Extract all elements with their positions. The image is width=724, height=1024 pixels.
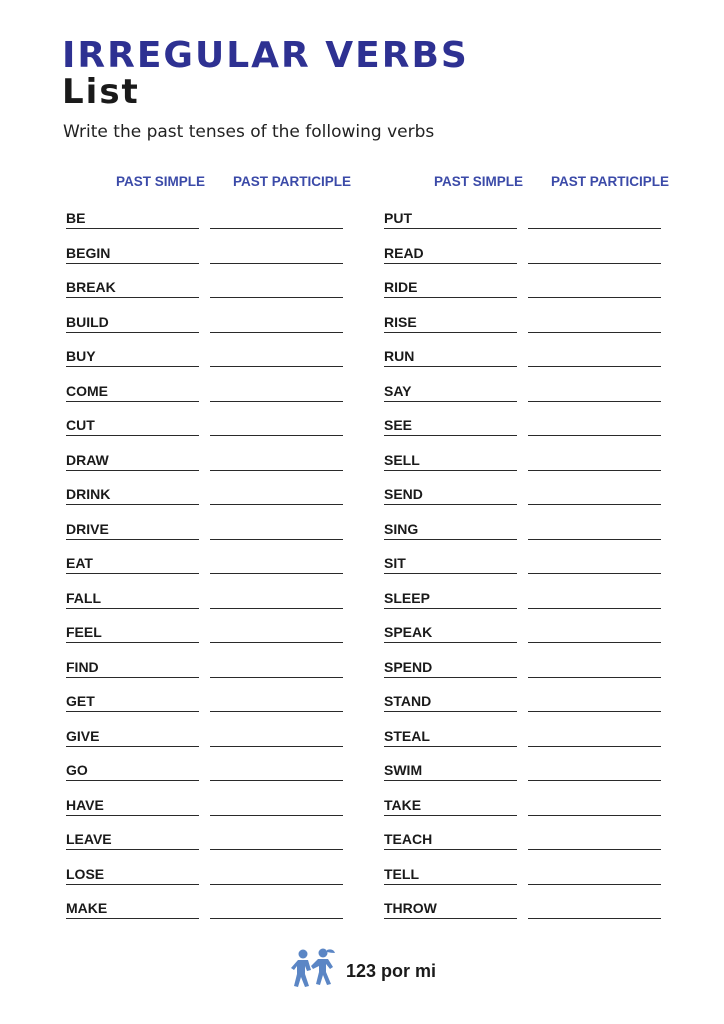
past-simple-answer-line[interactable]: [384, 884, 517, 885]
past-participle-answer-line[interactable]: [528, 884, 661, 885]
past-simple-answer-line[interactable]: [384, 815, 517, 816]
verb-row: [66, 549, 362, 584]
base-verb: BREAK: [66, 279, 116, 295]
past-simple-answer-line[interactable]: [384, 297, 517, 298]
verb-row: [384, 204, 680, 239]
past-simple-answer-line[interactable]: [66, 780, 199, 781]
verb-row: [384, 756, 680, 791]
past-participle-answer-line[interactable]: [210, 677, 343, 678]
past-participle-answer-line[interactable]: [210, 918, 343, 919]
base-verb: SLEEP: [384, 589, 430, 606]
verb-row: [384, 515, 680, 550]
past-simple-answer-line[interactable]: [66, 401, 199, 402]
past-simple-answer-line[interactable]: [384, 401, 517, 402]
past-simple-answer-line[interactable]: [66, 711, 199, 712]
past-simple-answer-line[interactable]: [384, 711, 517, 712]
past-participle-answer-line[interactable]: [528, 677, 661, 678]
past-participle-answer-line[interactable]: [210, 297, 343, 298]
past-simple-answer-line[interactable]: [384, 263, 517, 264]
past-simple-answer-line[interactable]: [66, 642, 199, 643]
past-participle-answer-line[interactable]: [210, 435, 343, 436]
verb-row: [66, 618, 362, 653]
base-verb: DRIVE: [66, 520, 109, 537]
past-participle-answer-line[interactable]: [528, 263, 661, 264]
past-simple-answer-line[interactable]: [66, 263, 199, 264]
verb-row: [66, 480, 362, 515]
column-header: [66, 174, 362, 192]
past-simple-answer-line[interactable]: [384, 504, 517, 505]
verb-row: [66, 860, 362, 895]
kids-playing-icon: [290, 948, 338, 995]
verb-row: [66, 239, 362, 274]
past-participle-answer-line[interactable]: [210, 401, 343, 402]
base-verb: LEAVE: [66, 831, 112, 847]
past-simple-answer-line[interactable]: [384, 539, 517, 540]
past-participle-answer-line[interactable]: [528, 746, 661, 747]
past-participle-answer-line[interactable]: [528, 608, 661, 609]
base-verb: THROW: [384, 900, 437, 916]
past-participle-answer-line[interactable]: [528, 815, 661, 816]
verb-row: [66, 515, 362, 550]
past-simple-answer-line[interactable]: [384, 228, 517, 229]
verb-row: [66, 411, 362, 446]
base-verb: DRAW: [66, 451, 109, 468]
verb-row: [66, 756, 362, 791]
base-verb: COME: [66, 382, 108, 399]
verb-row: [66, 377, 362, 412]
past-simple-answer-line[interactable]: [384, 573, 517, 574]
base-verb: BUILD: [66, 313, 109, 330]
past-participle-answer-line[interactable]: [528, 366, 661, 367]
past-participle-answer-line[interactable]: [528, 711, 661, 712]
base-verb: SING: [384, 520, 419, 537]
past-simple-answer-line[interactable]: [384, 366, 517, 367]
past-participle-answer-line[interactable]: [210, 228, 343, 229]
base-verb: FIND: [66, 658, 99, 675]
base-verb: SEND: [384, 486, 423, 502]
verb-row: [66, 584, 362, 619]
verb-row: [384, 308, 680, 343]
verb-column-left: [66, 174, 362, 916]
verb-row: [384, 480, 680, 515]
past-participle-answer-line[interactable]: [210, 504, 343, 505]
past-participle-answer-line[interactable]: [210, 366, 343, 367]
verb-row: [384, 825, 680, 860]
base-verb: RUN: [384, 348, 415, 364]
past-participle-answer-line[interactable]: [528, 504, 661, 505]
verb-column-right: [384, 174, 680, 916]
past-participle-answer-line[interactable]: [528, 539, 661, 540]
base-verb: GIVE: [66, 727, 100, 744]
verb-row: [66, 273, 362, 308]
base-verb: SWIM: [384, 762, 423, 778]
verb-row: [66, 342, 362, 377]
base-verb: STAND: [384, 693, 432, 709]
verb-row: [384, 549, 680, 584]
past-participle-answer-line[interactable]: [528, 435, 661, 436]
past-participle-answer-line[interactable]: [528, 780, 661, 781]
base-verb: READ: [384, 244, 424, 261]
base-verb: BUY: [66, 348, 96, 364]
past-participle-answer-line[interactable]: [210, 539, 343, 540]
base-verb: MAKE: [66, 900, 108, 916]
past-participle-answer-line[interactable]: [210, 849, 343, 850]
past-participle-answer-line[interactable]: [210, 470, 343, 471]
column-header: [384, 174, 680, 192]
past-participle-answer-line[interactable]: [528, 332, 661, 333]
past-participle-answer-line[interactable]: [528, 297, 661, 298]
verb-row: [66, 894, 362, 929]
verb-row: [384, 791, 680, 826]
verb-row: [66, 791, 362, 826]
base-verb: HAVE: [66, 796, 104, 813]
past-participle-answer-line[interactable]: [210, 332, 343, 333]
base-verb: PUT: [384, 210, 412, 226]
past-simple-answer-line[interactable]: [66, 884, 199, 885]
verb-row: [384, 446, 680, 481]
past-simple-answer-line[interactable]: [66, 849, 199, 850]
verb-row: [66, 653, 362, 688]
past-simple-header: PAST SIMPLE: [434, 174, 524, 189]
past-simple-answer-line[interactable]: [66, 815, 199, 816]
verb-row: [66, 308, 362, 343]
past-simple-answer-line[interactable]: [66, 608, 199, 609]
past-simple-answer-line[interactable]: [384, 780, 517, 781]
base-verb: SAY: [384, 382, 412, 399]
verb-row: [384, 894, 680, 929]
past-participle-answer-line[interactable]: [210, 608, 343, 609]
verb-row: [384, 860, 680, 895]
past-simple-answer-line[interactable]: [384, 435, 517, 436]
past-participle-answer-line[interactable]: [528, 849, 661, 850]
verb-row: [384, 411, 680, 446]
past-participle-answer-line[interactable]: [210, 263, 343, 264]
past-simple-answer-line[interactable]: [66, 504, 199, 505]
past-participle-answer-line[interactable]: [210, 711, 343, 712]
past-simple-header: PAST SIMPLE: [116, 174, 206, 189]
base-verb: SPEAK: [384, 624, 433, 640]
base-verb: EAT: [66, 555, 93, 571]
base-verb: RIDE: [384, 279, 418, 295]
past-simple-answer-line[interactable]: [384, 332, 517, 333]
verb-row: [384, 273, 680, 308]
verb-row: [66, 722, 362, 757]
past-simple-answer-line[interactable]: [66, 228, 199, 229]
past-participle-answer-line[interactable]: [528, 918, 661, 919]
base-verb: TELL: [384, 865, 419, 882]
past-participle-answer-line[interactable]: [528, 228, 661, 229]
past-simple-answer-line[interactable]: [66, 918, 199, 919]
verb-row: [384, 653, 680, 688]
base-verb: DRINK: [66, 486, 111, 502]
past-participle-answer-line[interactable]: [210, 815, 343, 816]
verb-row: [66, 687, 362, 722]
base-verb: GET: [66, 693, 95, 709]
base-verb: BE: [66, 210, 86, 226]
verb-rows-right: [384, 204, 680, 929]
base-verb: GO: [66, 762, 88, 778]
base-verb: SIT: [384, 555, 406, 571]
past-participle-header: PAST PARTICIPLE: [233, 174, 352, 189]
verb-row: [384, 618, 680, 653]
past-simple-answer-line[interactable]: [66, 366, 199, 367]
base-verb: TEACH: [384, 831, 433, 847]
base-verb: SEE: [384, 417, 413, 433]
past-participle-answer-line[interactable]: [210, 573, 343, 574]
instructions: Write the past tenses of the following verbs: [63, 122, 435, 142]
past-simple-answer-line[interactable]: [66, 435, 199, 436]
base-verb: RISE: [384, 313, 417, 330]
past-participle-answer-line[interactable]: [210, 884, 343, 885]
past-simple-answer-line[interactable]: [66, 297, 199, 298]
base-verb: TAKE: [384, 796, 422, 813]
base-verb: LOSE: [66, 865, 105, 882]
past-participle-answer-line[interactable]: [528, 573, 661, 574]
past-participle-answer-line[interactable]: [528, 401, 661, 402]
verb-row: [384, 239, 680, 274]
past-participle-answer-line[interactable]: [210, 642, 343, 643]
past-simple-answer-line[interactable]: [66, 539, 199, 540]
past-participle-header: PAST PARTICIPLE: [551, 174, 670, 189]
past-simple-answer-line[interactable]: [384, 608, 517, 609]
brand-name: 123 por mi: [346, 960, 437, 981]
verb-rows-left: [66, 204, 362, 929]
base-verb: SPEND: [384, 658, 433, 675]
past-participle-answer-line[interactable]: [528, 470, 661, 471]
past-participle-answer-line[interactable]: [210, 780, 343, 781]
verb-row: [384, 687, 680, 722]
past-participle-answer-line[interactable]: [210, 746, 343, 747]
verb-row: [384, 584, 680, 619]
footer: [290, 950, 436, 992]
past-simple-answer-line[interactable]: [66, 746, 199, 747]
past-simple-answer-line[interactable]: [384, 677, 517, 678]
page-subtitle: List: [62, 72, 140, 112]
verb-row: [66, 204, 362, 239]
past-simple-answer-line[interactable]: [384, 918, 517, 919]
past-simple-answer-line[interactable]: [66, 677, 199, 678]
verb-row: [384, 722, 680, 757]
base-verb: STEAL: [384, 727, 430, 744]
past-simple-answer-line[interactable]: [384, 642, 517, 643]
past-simple-answer-line[interactable]: [66, 470, 199, 471]
past-simple-answer-line[interactable]: [66, 332, 199, 333]
base-verb: SELL: [384, 451, 420, 468]
page-title: IRREGULAR VERBS: [62, 35, 469, 76]
verb-row: [66, 825, 362, 860]
past-simple-answer-line[interactable]: [384, 746, 517, 747]
base-verb: BEGIN: [66, 244, 111, 261]
past-simple-answer-line[interactable]: [384, 849, 517, 850]
verb-row: [384, 342, 680, 377]
past-simple-answer-line[interactable]: [384, 470, 517, 471]
base-verb: FALL: [66, 589, 101, 606]
past-participle-answer-line[interactable]: [528, 642, 661, 643]
base-verb: FEEL: [66, 624, 102, 640]
verb-row: [384, 377, 680, 412]
base-verb: CUT: [66, 417, 95, 433]
past-simple-answer-line[interactable]: [66, 573, 199, 574]
verb-row: [66, 446, 362, 481]
